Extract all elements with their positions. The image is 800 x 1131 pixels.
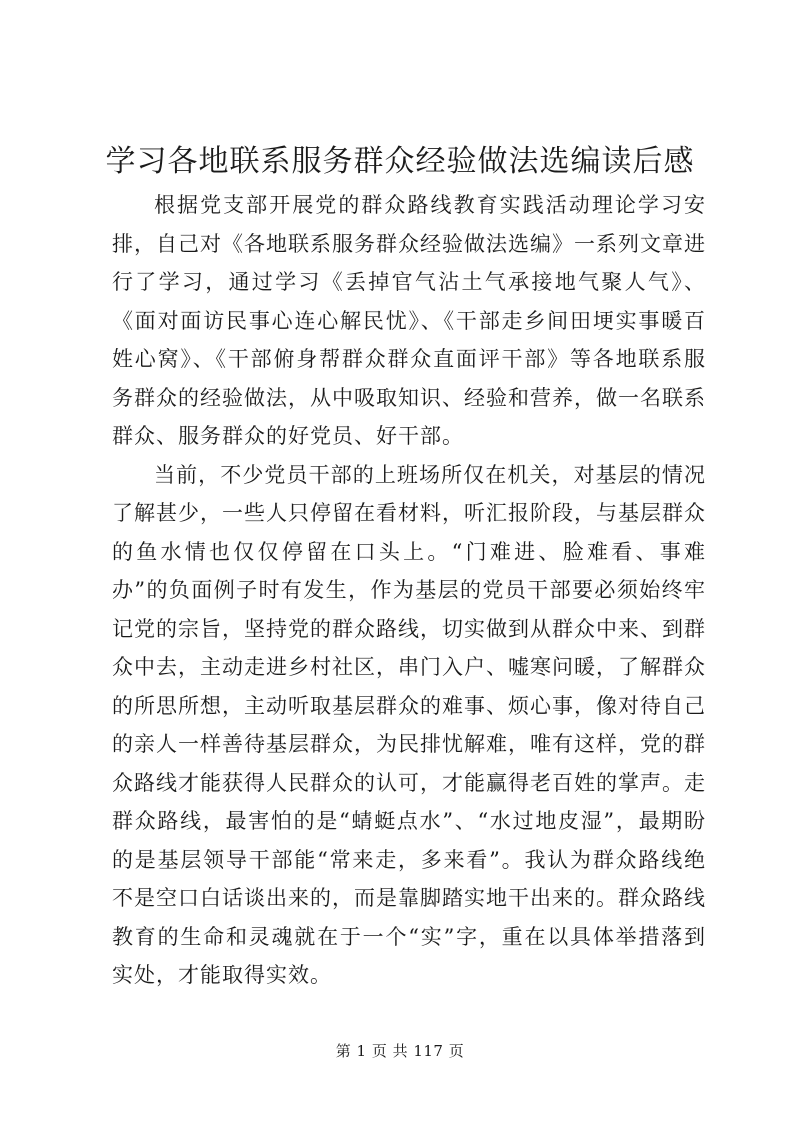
- document-title: 学习各地联系服务群众经验做法选编读后感: [105, 144, 695, 179]
- paragraph-1: 根据党支部开展党的群众路线教育实践活动理论学习安排，自己对《各地联系服务群众经验做法选编》一系列文章进行了学习，通过学习《丢掉官气沾土气承接地气聚人气》、《面对面访民事心连心解民忧》、《干部走乡间田埂实事暖百姓心窝》、《干部俯身帮群众群众直面评干部》等各地联系服务群众的经验做法，从中吸取知识、经验和营养，做一名联系群众、服务群众的好党员、好干部。: [112, 193, 706, 448]
- page-number-footer: 第 1 页 共 117 页: [335, 1042, 465, 1060]
- document-body: [112, 186, 706, 995]
- paragraph-2: 当前，不少党员干部的上班场所仅在机关，对基层的情况了解甚少，一些人只停留在看材料，听汇报阶段，与基层群众的鱼水情也仅仅停留在口头上。“门难进、脸难看、事难办”的负面例子时有发生，作为基层的党员干部要必须始终牢记党的宗旨，坚持党的群众路线，切实做到从群众中来、到群众中去，主动走进乡村社区，串门入户、嘘寒问暖，了解群众的所思所想，主动听取基层群众的难事、烦心事，像对待自己的亲人一样善待基层群众，为民排忧解难，唯有这样，党的群众路线才能获得人民群众的认可，才能赢得老百姓的掌声。走群众路线，最害怕的是“蜻蜓点水”、“水过地皮湿”，最期盼的是基层领导干部能“常来走，多来看”。我认为群众路线绝不是空口白话谈出来的，而是靠脚踏实地干出来的。群众路线教育的生命和灵魂就在于一个“实”字，重在以具体举措落到实处，才能取得实效。: [112, 462, 706, 987]
